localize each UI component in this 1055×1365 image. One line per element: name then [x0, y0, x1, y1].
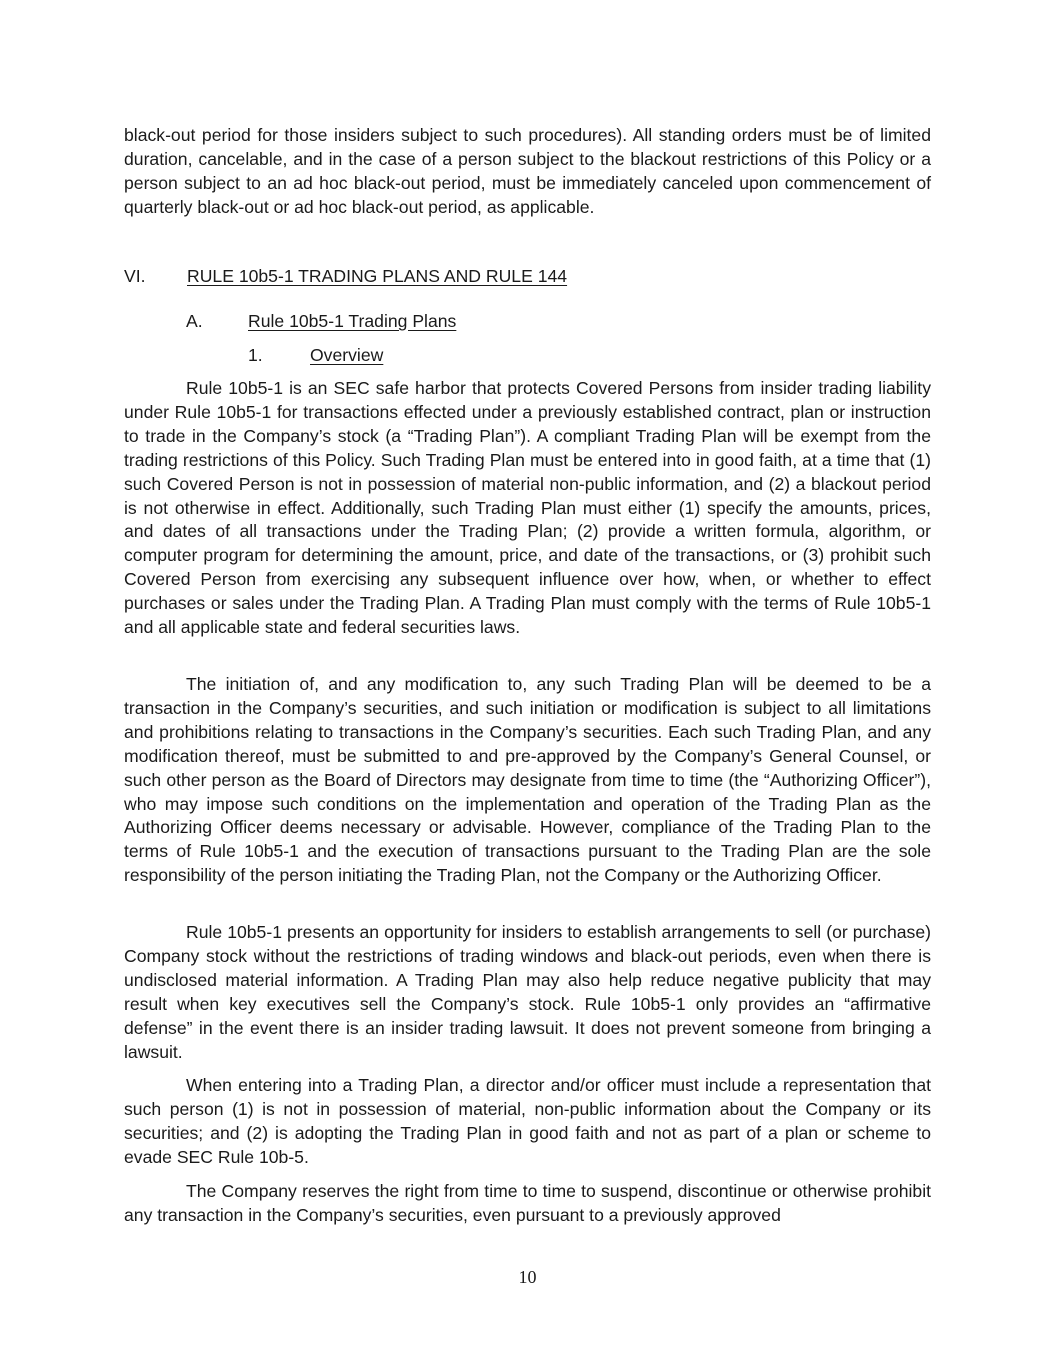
body-paragraph-safe-harbor: Rule 10b5-1 is an SEC safe harbor that protects Covered Persons from insider trading liability under Rule 10b5-1 for transactions effected under a previously established contract, plan or instruction to trade in the Company’s stock (a “Trading Plan”). A compliant Trading Plan will be exempt from the trading restrictions of this Policy. Such Trading Plan must be entered into in good faith, at a time that (1) such Covered Person is not in possession of material non-public information, and (2) a blackout period is not otherwise in effect. Additionally, such Trading Plan must either (1) specify the amounts, prices, and dates of all transactions under the Trading Plan; (2) provide a written formula, algorithm, or computer program for determining the amount, price, and date of the transactions, or (3) prohibit such Covered Person from exercising any subsequent influence over how, when, or whether to effect purchases or sales under the Trading Plan. A Trading Plan must comply with the terms of Rule 10b5-1 and all applicable state and federal securities laws. — [124, 378, 931, 638]
section-title: RULE 10b5-1 TRADING PLANS AND RULE 144 — [187, 266, 568, 286]
body-paragraph-initiation: The initiation of, and any modification to, any such Trading Plan will be deemed to be a transaction in the Company’s securities, and such initiation or modification is subject to all limitations and prohibitions relating to transactions in the Company’s securities. Each such Trading Plan, and any modification thereof, must be submitted to and pre-approved by the Company’s General Counsel, or such other person as the Board of Directors may designate from time to time (the “Authorizing Officer”), who may impose such conditions on the implementation and operation of the Trading Plan as the Authorizing Officer deems necessary or advisable. However, compliance of the Trading Plan to the terms of Rule 10b5-1 and the execution of transactions pursuant to the Trading Plan are the sole responsibility of the person initiating the Trading Plan, not the Company or the Authorizing Officer. — [124, 674, 931, 886]
body-paragraph-representation: When entering into a Trading Plan, a director and/or officer must include a representation that such person (1) is not in possession of material, non-public information about the Company or its securities; and (2) is adopting the Trading Plan in good faith and not as part of a plan or scheme to evade SEC Rule 10b-5. — [124, 1075, 931, 1167]
continuation-paragraph: black-out period for those insiders subject to such procedures). All standing orders must be of limited duration, cancelable, and in the case of a person subject to the blackout restrictions of this Policy or a person subject to an ad hoc black-out period, must be immediately canceled upon commencement of quarterly black-out or ad hoc black-out period, as applicable. — [124, 125, 931, 217]
item-number: 1. — [248, 345, 263, 365]
section-number: VI. — [124, 266, 146, 286]
subsection-letter: A. — [186, 311, 203, 331]
body-paragraph-reservation: The Company reserves the right from time to time to suspend, discontinue or otherwise prohibit any transaction in the Company’s securities, even pursuant to a previously approved — [124, 1181, 931, 1225]
body-paragraph-opportunity: Rule 10b5-1 presents an opportunity for insiders to establish arrangements to sell (or purchase) Company stock without the restrictions of trading windows and black-out periods, even when there is undisclosed material information. A Trading Plan may also help reduce negative publicity that may result when key executives sell the Company’s stock. Rule 10b5-1 only provides an “affirmative defense” in the event there is an insider trading lawsuit. It does not prevent someone from bringing a lawsuit. — [124, 922, 931, 1062]
subsection-title: Rule 10b5-1 Trading Plans — [248, 311, 457, 331]
page-number: 10 — [518, 1267, 537, 1287]
item-title: Overview — [310, 345, 384, 365]
